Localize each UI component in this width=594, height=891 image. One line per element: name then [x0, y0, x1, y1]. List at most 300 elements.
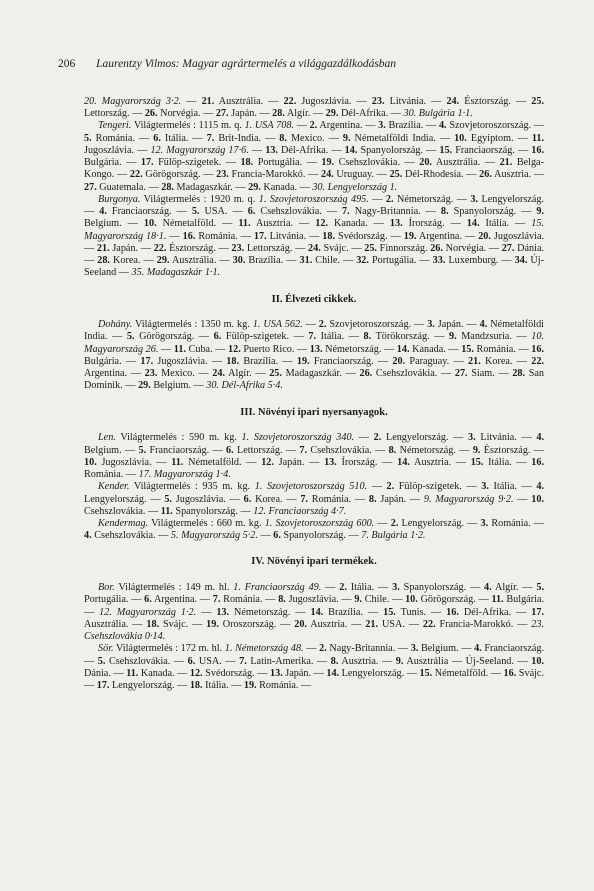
rank-number: 7.	[299, 444, 308, 456]
text-run: USA. —	[195, 655, 240, 667]
text-run: Csehszlovákia. —	[307, 444, 389, 456]
rank-number: 21.	[96, 242, 110, 254]
rank-number: 15.	[461, 343, 474, 355]
rank-number: 8.	[278, 594, 286, 606]
text-run: Belgium. —	[84, 444, 139, 456]
text-run: Csehszlovákia. —	[255, 206, 343, 218]
text-run: Németország. —	[322, 343, 397, 355]
text-run: Lettország. —	[244, 242, 308, 254]
emphasis-text: 23. Csehszlovákia 0·14.	[84, 618, 545, 643]
emphasis-text: 17. Magyarország 1·4.	[138, 469, 231, 481]
text-run: Románia. —	[307, 493, 369, 505]
text-run: Japán. —	[282, 667, 327, 679]
text-run: Németország. —	[396, 444, 473, 456]
rank-number: 10.	[405, 594, 418, 606]
rank-number: 13.	[216, 606, 230, 618]
rank-number: 2.	[339, 582, 347, 594]
text-run: Guatemala. —	[96, 181, 162, 193]
rank-number: 8.	[363, 331, 372, 343]
text-run: San Dominik. —	[84, 368, 545, 392]
paragraph	[84, 194, 544, 280]
text-run: Spanyolország. —	[399, 582, 485, 594]
text-run: Belga-Kongo. —	[84, 157, 544, 181]
rank-number: 12.	[189, 667, 203, 679]
rank-number: 18.	[189, 680, 203, 692]
rank-number: 25.	[531, 96, 544, 107]
emphasis-text: 7. Bulgária 1·2.	[361, 530, 426, 542]
text-run: Világtermelés : 590 m. kg.	[115, 432, 242, 444]
text-run: Belgium. —	[150, 380, 207, 392]
text-run: Litvánia. —	[384, 96, 447, 107]
text-run: Mexico. —	[286, 132, 343, 144]
text-run: Algír. —	[225, 368, 270, 380]
rank-number: 6.	[187, 655, 196, 667]
paragraph	[84, 319, 544, 392]
text-run: Svájc. —	[320, 242, 365, 254]
text-run: Itália. —	[488, 481, 537, 493]
rank-number: 24.	[446, 96, 460, 107]
text-run: Ausztria. —	[338, 655, 396, 667]
section-heading: IV. Növényi ipari termékek.	[251, 556, 377, 568]
text-run: Brazília. —	[385, 120, 439, 132]
text-run: Bulgária. —	[84, 594, 544, 618]
text-run: Világtermelés : 172 m. hl.	[113, 643, 225, 655]
rank-number: 23.	[144, 368, 158, 380]
rank-number: 23.	[216, 169, 229, 181]
text-run: Csehszlovákia. —	[91, 530, 171, 542]
text-run: Szovjetoroszország. —	[326, 319, 428, 331]
text-run: Litvánia. —	[266, 230, 323, 242]
text-run: Lengyelország. —	[84, 193, 544, 218]
rank-number: 3.	[410, 643, 419, 655]
emphasis-text: 1. USA 708.	[244, 120, 294, 132]
text-run: Jugoszlávia. —	[84, 144, 151, 156]
emphasis-text: 1. Szovjetoroszország 600.	[264, 517, 375, 529]
rank-number: 32.	[356, 255, 369, 267]
rank-number: 12.	[261, 456, 274, 468]
text-run: Franciaország. —	[106, 206, 192, 218]
text-run: Algír. —	[491, 582, 537, 594]
rank-number: 14.	[344, 144, 358, 156]
rank-number: 8.	[388, 444, 397, 456]
text-run: Franciaország. —	[452, 144, 532, 156]
rank-number: 5.	[164, 493, 172, 505]
text-run: Argentina. —	[416, 230, 479, 242]
text-run: Korea. —	[109, 255, 157, 267]
rank-number: 12.	[228, 343, 241, 355]
text-run: Svájc. —	[84, 667, 544, 692]
text-run: Írország. —	[402, 218, 467, 230]
rank-number: 28.	[97, 255, 110, 267]
rank-number: 3.	[468, 432, 476, 444]
text-run: Világtermelés : 1920 m. q.	[140, 193, 259, 205]
rank-number: 18.	[226, 355, 240, 367]
emphasis-text: 12. Magyarország 17·6.	[150, 144, 249, 156]
text-run: Itália. —	[479, 218, 532, 230]
rank-number: 16.	[531, 456, 545, 468]
text-run: Norvégia. —	[442, 242, 502, 254]
emphasis-text: 1. Szovjetoroszország 510.	[254, 481, 368, 493]
rank-number: 9.	[342, 132, 351, 144]
rank-number: 10.	[531, 655, 544, 667]
rank-number: 28.	[512, 368, 526, 380]
text-run: Lengyelország. —	[339, 667, 420, 679]
emphasis-text: 30. Lengyelország 1.	[312, 181, 398, 193]
rank-number: 29.	[325, 108, 339, 120]
text-run: Görögország. —	[134, 331, 214, 343]
text-run: Argentina. —	[317, 120, 379, 132]
rank-number: 8.	[440, 206, 449, 218]
text-run: Brit-India. —	[214, 132, 280, 144]
text-run: Ausztrália. —	[431, 157, 500, 169]
text-run: Kanada. —	[409, 343, 462, 355]
text-run: Csehszlovákia. —	[84, 505, 161, 517]
rank-number: 21.	[365, 618, 379, 630]
text-run: Japán. —	[228, 108, 273, 120]
text-run: Csehszlovákia. —	[105, 655, 188, 667]
rank-number: 5.	[191, 206, 200, 218]
rank-number: 10.	[531, 493, 545, 505]
rank-number: 2.	[386, 481, 395, 493]
text-run: Spanyolország. —	[448, 206, 537, 218]
text-run: Mandzsuria. —	[456, 331, 532, 343]
rank-number: 8.	[368, 493, 377, 505]
rank-number: 22.	[422, 618, 436, 630]
rank-number: 19.	[206, 618, 219, 630]
text-run: Luxemburg. —	[445, 255, 515, 267]
text-run: Szovjetoroszország. —	[446, 120, 544, 132]
rank-number: 14.	[396, 343, 410, 355]
text-run: —	[374, 517, 391, 529]
rank-number: 16.	[531, 144, 544, 156]
text-run: Puerto Rico. —	[240, 343, 310, 355]
paragraph	[84, 643, 544, 692]
rank-number: 5.	[126, 331, 135, 343]
text-run: Törökország. —	[371, 331, 449, 343]
emphasis-text: 1. Szovjetoroszország 340.	[241, 432, 355, 444]
text-run: Paraguay. —	[405, 355, 469, 367]
rank-number: 24.	[212, 368, 226, 380]
text-run: —	[513, 493, 532, 505]
text-run: Franciaország. —	[309, 355, 393, 367]
rank-number: 11.	[171, 456, 184, 468]
emphasis-text: Kendermag.	[98, 517, 149, 529]
text-run: Lengyelország. —	[381, 432, 469, 444]
text-run: Korea. —	[480, 355, 532, 367]
rank-number: 7.	[300, 493, 308, 505]
text-run: Chile. —	[312, 255, 357, 267]
text-run: Románia. —	[473, 343, 532, 355]
rank-number: 16.	[182, 230, 196, 242]
rank-number: 21.	[499, 157, 513, 169]
rank-number: 6.	[226, 444, 234, 456]
text-run: Tunis. —	[395, 606, 447, 618]
text-run: Mexico. —	[157, 368, 213, 380]
rank-number: 13.	[389, 218, 403, 230]
text-run: Jugoszlávia. —	[153, 355, 227, 367]
page-body	[84, 96, 544, 692]
rank-number: 8.	[330, 655, 339, 667]
rank-number: 4.	[484, 582, 492, 594]
rank-number: 19.	[243, 680, 257, 692]
text-run: Görögország. —	[417, 594, 492, 606]
text-run: Brazília. —	[245, 255, 300, 267]
rank-number: 3.	[470, 193, 479, 205]
rank-number: 22.	[531, 355, 544, 367]
text-run: Lengyelország. —	[84, 493, 165, 505]
rank-number: 2.	[319, 643, 327, 655]
rank-number: 4.	[536, 432, 545, 444]
text-run: Cuba. —	[185, 343, 229, 355]
text-run: Románia. —	[220, 594, 279, 606]
text-run: Kanada. —	[138, 667, 190, 679]
text-run: Jugoszlávia. —	[171, 493, 244, 505]
rank-number: 9.	[395, 655, 404, 667]
paragraph	[84, 481, 544, 518]
rank-number: 18.	[322, 230, 336, 242]
rank-number: 21.	[201, 96, 215, 107]
rank-number: 26.	[479, 169, 492, 181]
text-run: Fülöp-szigetek. —	[221, 331, 309, 343]
text-run: Spanyolország. —	[357, 144, 440, 156]
text-run: Norvégia. —	[157, 108, 216, 120]
rank-number: 25.	[389, 169, 403, 181]
text-run: Németalföldi India. —	[84, 319, 545, 343]
rank-number: 19.	[403, 230, 417, 242]
rank-number: 33.	[432, 255, 446, 267]
paragraph	[84, 518, 544, 542]
text-run: Dél-Afrika. —	[458, 606, 532, 618]
rank-number: 5.	[84, 132, 92, 144]
text-run: Németalföldi India. —	[350, 132, 455, 144]
text-run: Egyiptom. —	[466, 132, 532, 144]
text-run: Portugália. —	[253, 157, 322, 169]
text-run: Francia-Marokkó. —	[435, 618, 532, 630]
emphasis-text: 10. Magyarország 26.	[84, 331, 544, 355]
text-run: Itália. —	[483, 456, 532, 468]
text-run: Jugoszlávia. —	[296, 96, 372, 107]
rank-number: 22.	[153, 242, 167, 254]
rank-number: 2.	[390, 517, 399, 529]
text-run: Portugália. —	[84, 594, 145, 606]
rank-number: 14.	[397, 456, 410, 468]
rank-number: 11.	[238, 218, 251, 230]
emphasis-text: 1. Franciaország 49.	[233, 582, 322, 594]
rank-number: 4.	[474, 643, 482, 655]
text-run: —	[196, 606, 217, 618]
running-head	[58, 58, 528, 70]
rank-number: 4.	[479, 319, 488, 331]
text-run: Németország. —	[229, 606, 311, 618]
text-run: Világtermelés : 660 m. kg.	[148, 517, 265, 529]
text-run: Románia. —	[256, 680, 312, 692]
text-run: Bulgária. —	[84, 355, 141, 367]
text-run: Korea. —	[251, 493, 301, 505]
text-run: USA. —	[378, 618, 423, 630]
rank-number: 6.	[247, 206, 256, 218]
text-run: Jugoszlávia. —	[285, 594, 355, 606]
text-run: Japán. —	[434, 319, 480, 331]
emphasis-text: Dohány.	[98, 319, 133, 331]
text-run: Madagaszkár. —	[281, 368, 360, 380]
rank-number: 6.	[243, 493, 252, 505]
rank-number: 24.	[320, 169, 334, 181]
text-run: Argentina. —	[84, 368, 145, 380]
text-run: Fülöp-szigetek. —	[153, 157, 241, 169]
text-run: Chile. —	[362, 594, 406, 606]
rank-number: 2.	[385, 193, 394, 205]
rank-number: 20.	[294, 618, 307, 630]
text-run: Világtermelés : 149 m. hl.	[114, 582, 234, 594]
text-run: Dánia. —	[84, 242, 545, 267]
rank-number: 15.	[383, 606, 396, 618]
rank-number: 7.	[206, 132, 215, 144]
emphasis-text: Burgonya.	[98, 193, 141, 205]
rank-number: 17.	[96, 680, 110, 692]
text-run: Görögország. —	[142, 169, 217, 181]
rank-number: 29.	[156, 255, 170, 267]
rank-number: 17.	[140, 157, 154, 169]
emphasis-text: 12. Magyarország 1·2.	[99, 606, 197, 618]
rank-number: 12.	[315, 218, 328, 230]
rank-number: 27.	[84, 181, 97, 193]
text-run: Ausztrália — Új-Seeland. —	[403, 655, 532, 667]
text-run: Nagy-Britannia. —	[349, 206, 441, 218]
text-run: Franciaország. —	[84, 643, 545, 667]
text-run: —	[248, 144, 266, 156]
emphasis-text: 30. Dél-Afrika 5·4.	[206, 380, 283, 392]
rank-number: 4.	[438, 120, 447, 132]
text-run: —	[166, 230, 183, 242]
paragraph	[84, 582, 544, 643]
text-run: Kanada. —	[260, 181, 313, 193]
rank-number: 27.	[215, 108, 229, 120]
text-run: Spanyolország. —	[280, 530, 362, 542]
rank-number: 4.	[84, 530, 92, 542]
text-run: Argentina. —	[151, 594, 213, 606]
text-run: Csehszlovákia. —	[372, 368, 455, 380]
rank-number: 11.	[160, 505, 173, 517]
text-run: Világtermelés : 935 m. kg.	[129, 481, 255, 493]
text-run: Ausztria. —	[306, 618, 366, 630]
text-run: Nagy-Britannia. —	[326, 643, 411, 655]
text-run: Belgium. —	[418, 643, 475, 655]
rank-number: 28.	[161, 181, 174, 193]
paragraph	[84, 120, 544, 193]
rank-number: 30.	[232, 255, 246, 267]
text-run: —	[158, 343, 174, 355]
text-run: —	[367, 481, 387, 493]
rank-number: 34.	[514, 255, 528, 267]
section-heading: III. Növényi ipari nyersanyagok.	[240, 406, 388, 418]
rank-number: 20.	[478, 230, 491, 242]
text-run: —	[293, 120, 310, 132]
rank-number: 22.	[129, 169, 143, 181]
rank-number: 2.	[373, 432, 382, 444]
rank-number: 18.	[240, 157, 254, 169]
rank-number: 17.	[140, 355, 154, 367]
rank-number: 26.	[359, 368, 373, 380]
text-run: Brazília. —	[239, 355, 297, 367]
rank-number: 10.	[143, 218, 157, 230]
text-run: Ausztria. —	[250, 218, 316, 230]
text-run: Finnország.	[376, 242, 431, 254]
rank-number: 16.	[446, 606, 459, 618]
text-run: Oroszország. —	[218, 618, 295, 630]
emphasis-text: 1. USA 562.	[252, 319, 303, 331]
emphasis-text: 15. Magyarország 18·1.	[84, 218, 544, 242]
emphasis-text: Len.	[98, 432, 116, 444]
rank-number: 11.	[173, 343, 186, 355]
emphasis-text: Bor.	[98, 582, 115, 594]
text-run: Románia. —	[84, 469, 139, 481]
rank-number: 5.	[536, 582, 544, 594]
text-run: Észtország. —	[480, 444, 544, 456]
text-run: Dél-Afrika. —	[277, 144, 345, 156]
text-run: Itália. —	[316, 331, 364, 343]
rank-number: 2.	[309, 120, 318, 132]
rank-number: 27.	[501, 242, 515, 254]
rank-number: 3.	[481, 481, 489, 493]
text-run: Dél-Rhodesia. —	[402, 169, 480, 181]
text-run: Brazília. —	[323, 606, 384, 618]
page-number: 206	[58, 58, 76, 70]
rank-number: 24.	[308, 242, 321, 254]
text-run: Uruguay. —	[333, 169, 390, 181]
rank-number: 20.	[419, 157, 432, 169]
text-run: Csehszlovákia. —	[334, 157, 420, 169]
text-run: Algír. —	[284, 108, 326, 120]
rank-number: 19.	[321, 157, 335, 169]
rank-number: 14.	[326, 667, 340, 679]
rank-number: 4.	[99, 206, 107, 218]
rank-number: 7.	[212, 594, 221, 606]
rank-number: 7.	[239, 655, 247, 667]
text-run: Ausztria. —	[409, 456, 471, 468]
emphasis-text: 20. Magyarország 3·2.	[84, 96, 182, 107]
emphasis-text: 30. Bulgária 1·1.	[403, 108, 473, 120]
text-run: Francia-Marokkó. —	[228, 169, 321, 181]
rank-number: 9.	[472, 444, 481, 456]
rank-number: 10.	[454, 132, 467, 144]
rank-number: 28.	[272, 108, 285, 120]
section-heading: II. Élvezeti cikkek.	[271, 293, 357, 305]
text-run: —	[354, 432, 374, 444]
emphasis-text: Kender.	[98, 481, 130, 493]
rank-number: 31.	[299, 255, 313, 267]
rank-number: 20.	[392, 355, 406, 367]
text-run: Világtermelés : 1115 m. q.	[131, 120, 245, 132]
text-run: Lettország. —	[84, 108, 145, 120]
rank-number: 16.	[531, 343, 545, 355]
text-run: Litvánia. —	[475, 432, 537, 444]
rank-number: 14.	[466, 218, 480, 230]
text-run: Németalföld. —	[156, 218, 239, 230]
text-run: Svájc. —	[159, 618, 207, 630]
text-run: Németalföld. —	[183, 456, 262, 468]
rank-number: 26.	[430, 242, 443, 254]
text-run: Ausztrália. —	[84, 618, 147, 630]
rank-number: 7.	[308, 331, 317, 343]
text-run: Siam. —	[467, 368, 513, 380]
text-run: Belgium. —	[84, 218, 144, 230]
emphasis-text: 9. Magyarország 9·2.	[423, 493, 514, 505]
rank-number: 21.	[468, 355, 481, 367]
text-run: Itália. —	[202, 680, 244, 692]
rank-number: 23.	[371, 96, 385, 107]
text-run: Új-Seeland —	[84, 255, 544, 279]
rank-number: 23.	[231, 242, 245, 254]
